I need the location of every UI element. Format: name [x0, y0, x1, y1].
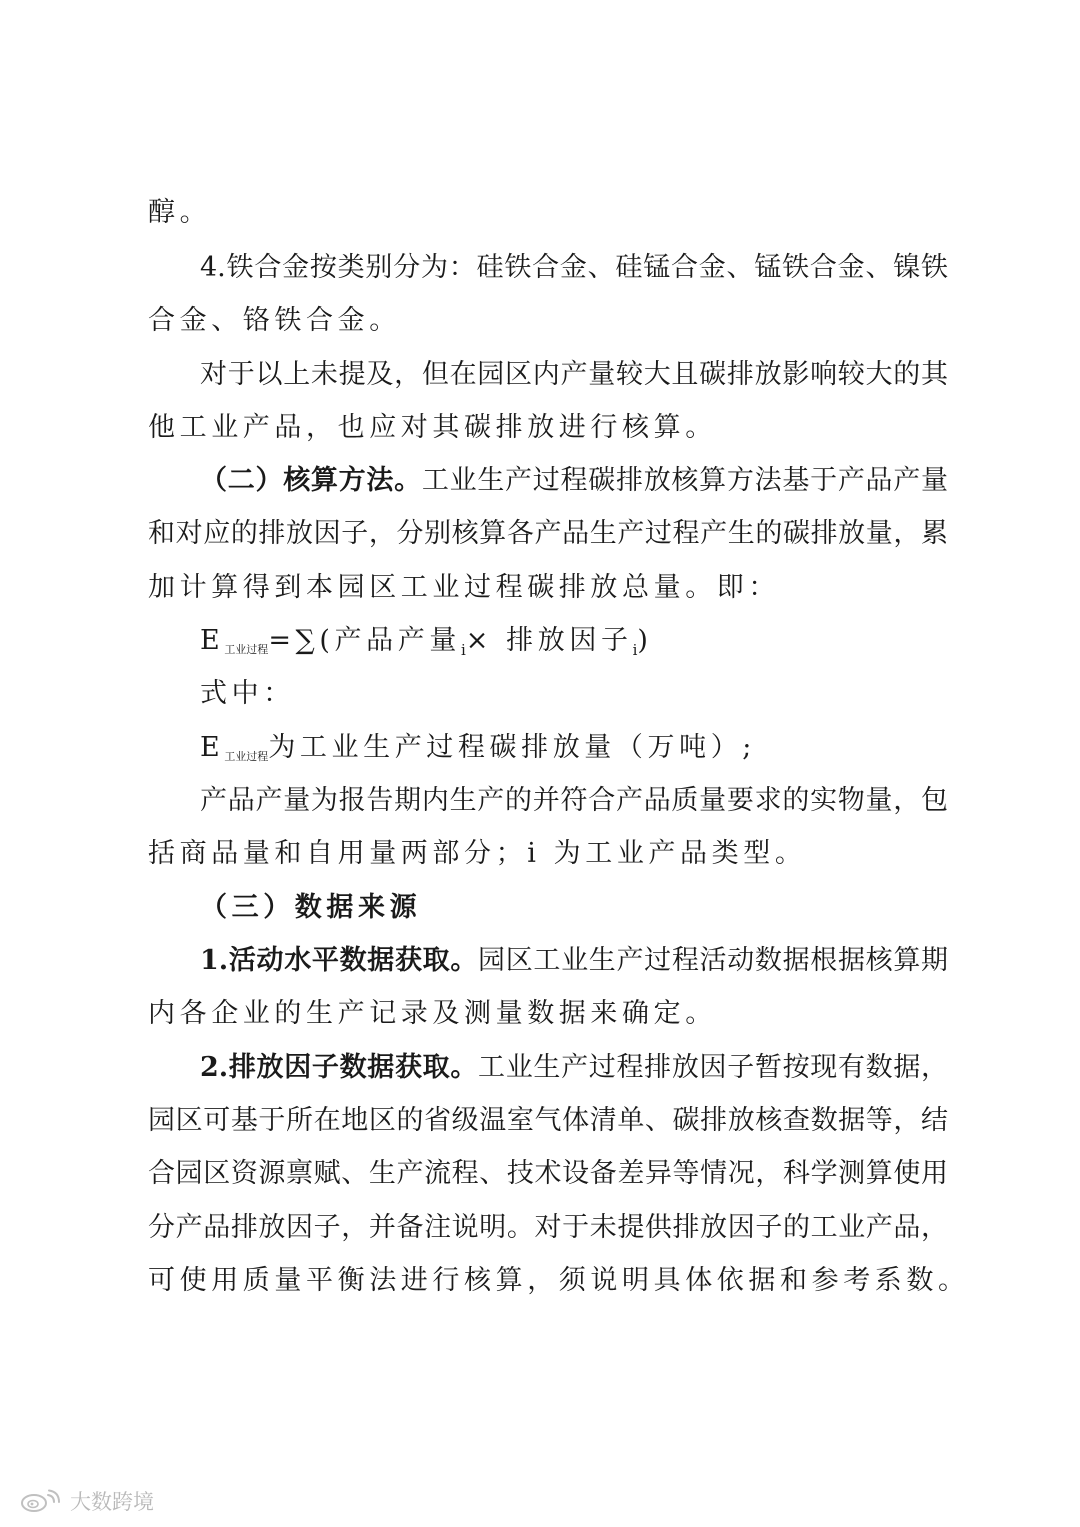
paragraph-line: 醇。 [148, 197, 212, 228]
paragraph-line: 4.铁合金按类别分为：硅铁合金、硅锰合金、锰铁合金、镍铁 [200, 252, 948, 283]
subheading-factor: 2.排放因子数据获取。 [200, 1052, 479, 1083]
paragraph-text: 园区工业生产过程活动数据根据核算期 [478, 945, 949, 976]
paragraph-line: 对于以上未提及，但在园区内产量较大且碳排放影响较大的其 [200, 359, 948, 390]
paragraph-line: 产品产量为报告期内生产的并符合产品质量要求的实物量，包 [200, 785, 948, 816]
formula-e-subscript: 工业过程 [224, 643, 269, 656]
formula-subscript-i: i [632, 641, 638, 659]
paragraph-line: 分产品排放因子，并备注说明。对于未提供排放因子的工业产品， [148, 1212, 948, 1243]
formula-close: ) [637, 625, 653, 656]
weibo-logo-icon [20, 1489, 64, 1513]
formula-subscript-i: i [460, 641, 466, 659]
watermark [20, 1486, 154, 1516]
formula-rhs: =∑(产品产量 [268, 625, 461, 656]
paragraph-text: 工业生产过程排放因子暂按现有数据， [478, 1052, 949, 1083]
watermark-text: 大数跨境 [70, 1490, 154, 1514]
formula-e: E [200, 732, 225, 763]
paragraph-text: 为工业生产过程碳排放量（万吨）; [268, 732, 757, 763]
paragraph-line: 园区可基于所在地区的省级温室气体清单、碳排放核查数据等，结 [148, 1105, 948, 1136]
paragraph-line: 式中： [200, 678, 295, 709]
paragraph-line: 和对应的排放因子，分别核算各产品生产过程产生的碳排放量，累 [148, 518, 948, 549]
formula [200, 621, 948, 661]
formula-definition [200, 728, 948, 768]
paragraph-line [200, 941, 948, 981]
paragraph-line: 合园区资源禀赋、生产流程、技术设备差异等情况，科学测算使用 [148, 1158, 948, 1189]
formula-e-subscript: 工业过程 [224, 750, 269, 763]
paragraph-line [200, 1048, 948, 1088]
section-heading-data-source: （三）数据来源 [200, 892, 422, 923]
paragraph-line: 内各企业的生产记录及测量数据来确定。 [148, 998, 717, 1029]
subheading-activity: 1.活动水平数据获取。 [200, 945, 479, 976]
formula-e: E [200, 625, 225, 656]
paragraph-line: 合金、铬铁合金。 [148, 305, 401, 336]
paragraph-line: 他工业产品，也应对其碳排放进行核算。 [148, 412, 717, 443]
paragraph-line: 可使用质量平衡法进行核算，须说明具体依据和参考系数。 [148, 1265, 970, 1296]
paragraph-line: 括商品量和自用量两部分；i 为工业产品类型。 [148, 838, 807, 869]
paragraph-line: 加计算得到本园区工业过程碳排放总量。即： [148, 572, 780, 603]
paragraph-text: 工业生产过程碳排放核算方法基于产品产量 [421, 465, 949, 496]
section-heading-method: （二）核算方法。 [200, 465, 422, 496]
paragraph-line [200, 461, 948, 501]
formula-rhs: × 排放因子 [465, 625, 633, 656]
